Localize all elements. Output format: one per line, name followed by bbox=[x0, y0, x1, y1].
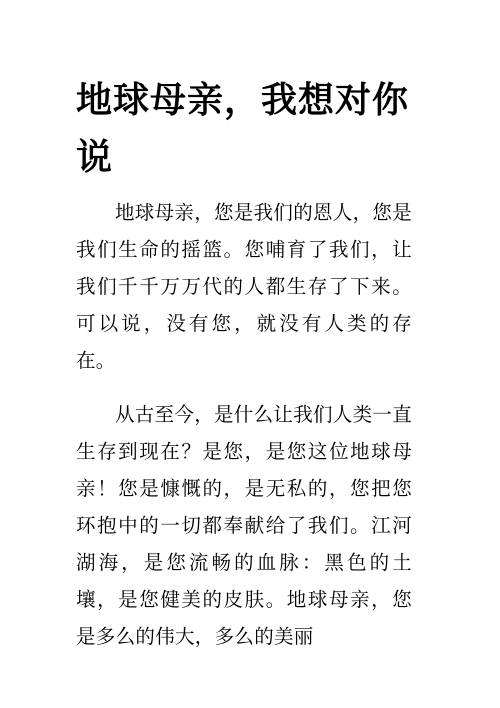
paragraph-2: 从古至今，是什么让我们人类一直生存到现在？是您，是您这位地球母亲！您是慷慨的，是无私的，您把您环抱中的一切都奉献给了我们。江河湖海，是您流畅的血脉：黑色的土壤，是您健美的皮肤。地球母亲，您是多么的伟大，多么的美丽 bbox=[76, 403, 413, 648]
document-body bbox=[76, 194, 412, 672]
document-title: 地球母亲，我想对你说 bbox=[76, 80, 410, 178]
paragraph-1: 地球母亲，您是我们的恩人，您是我们生命的摇篮。您哺育了我们，让我们千千万万代的人都生存了下来。可以说，没有您，就没有人类的存在。 bbox=[76, 201, 413, 372]
